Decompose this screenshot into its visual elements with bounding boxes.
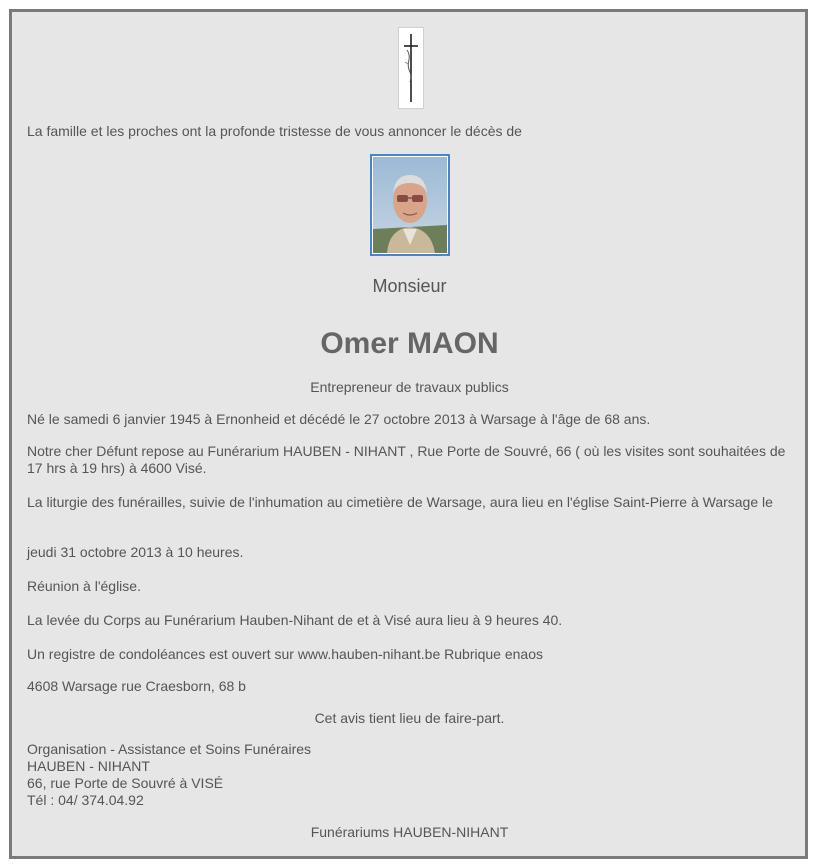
faire-part-text: Cet avis tient lieu de faire-part. xyxy=(314,710,505,726)
family-address: 4608 Warsage rue Craesborn, 68 b xyxy=(27,678,246,694)
birth-death-text: Né le samedi 6 janvier 1945 à Ernonheid et décédé le 27 octobre 2013 à Warsage à l'âge de 68 ans. xyxy=(27,411,651,427)
rest-place-text: Notre cher Défunt repose au Funérarium HAUBEN - NIHANT , Rue Porte de Souvré, 66 ( où les visites sont souhaitées de 17 hrs à 19 hrs) à 4600 Visé. xyxy=(27,443,786,476)
profession: Entrepreneur de travaux publics xyxy=(310,379,509,395)
organisation-line: 66, rue Porte de Souvré à VISÉ xyxy=(27,775,224,791)
deceased-portrait xyxy=(370,154,450,256)
condolence-registry-text: Un registre de condoléances est ouvert sur www.hauben-nihant.be Rubrique enaos xyxy=(27,646,543,662)
death-notice-card xyxy=(9,9,808,859)
liturgy-text: La liturgie des funérailles, suivie de l'inhumation au cimetière de Warsage, aura lieu en l'église Saint-Pierre à Warsage le xyxy=(27,494,773,510)
deceased-name: Omer MAON xyxy=(320,327,499,360)
organisation-block xyxy=(27,741,792,809)
honorific: Monsieur xyxy=(372,276,447,296)
organisation-line: Organisation - Assistance et Soins Funéraires xyxy=(27,741,312,757)
reunion-text: Réunion à l'église. xyxy=(27,578,141,594)
crucifix-icon xyxy=(398,27,424,109)
levee-text: La levée du Corps au Funérarium Hauben-Nihant de et à Visé aura lieu à 9 heures 40. xyxy=(27,612,563,628)
intro-text: La famille et les proches ont la profonde tristesse de vous annoncer le décès de xyxy=(27,123,522,139)
organisation-line: Tél : 04/ 374.04.92 xyxy=(27,792,144,808)
ceremony-date: jeudi 31 octobre 2013 à 10 heures. xyxy=(27,544,244,560)
organisation-line: HAUBEN - NIHANT xyxy=(27,758,150,774)
footer-text: Funérariums HAUBEN-NIHANT xyxy=(310,824,509,840)
